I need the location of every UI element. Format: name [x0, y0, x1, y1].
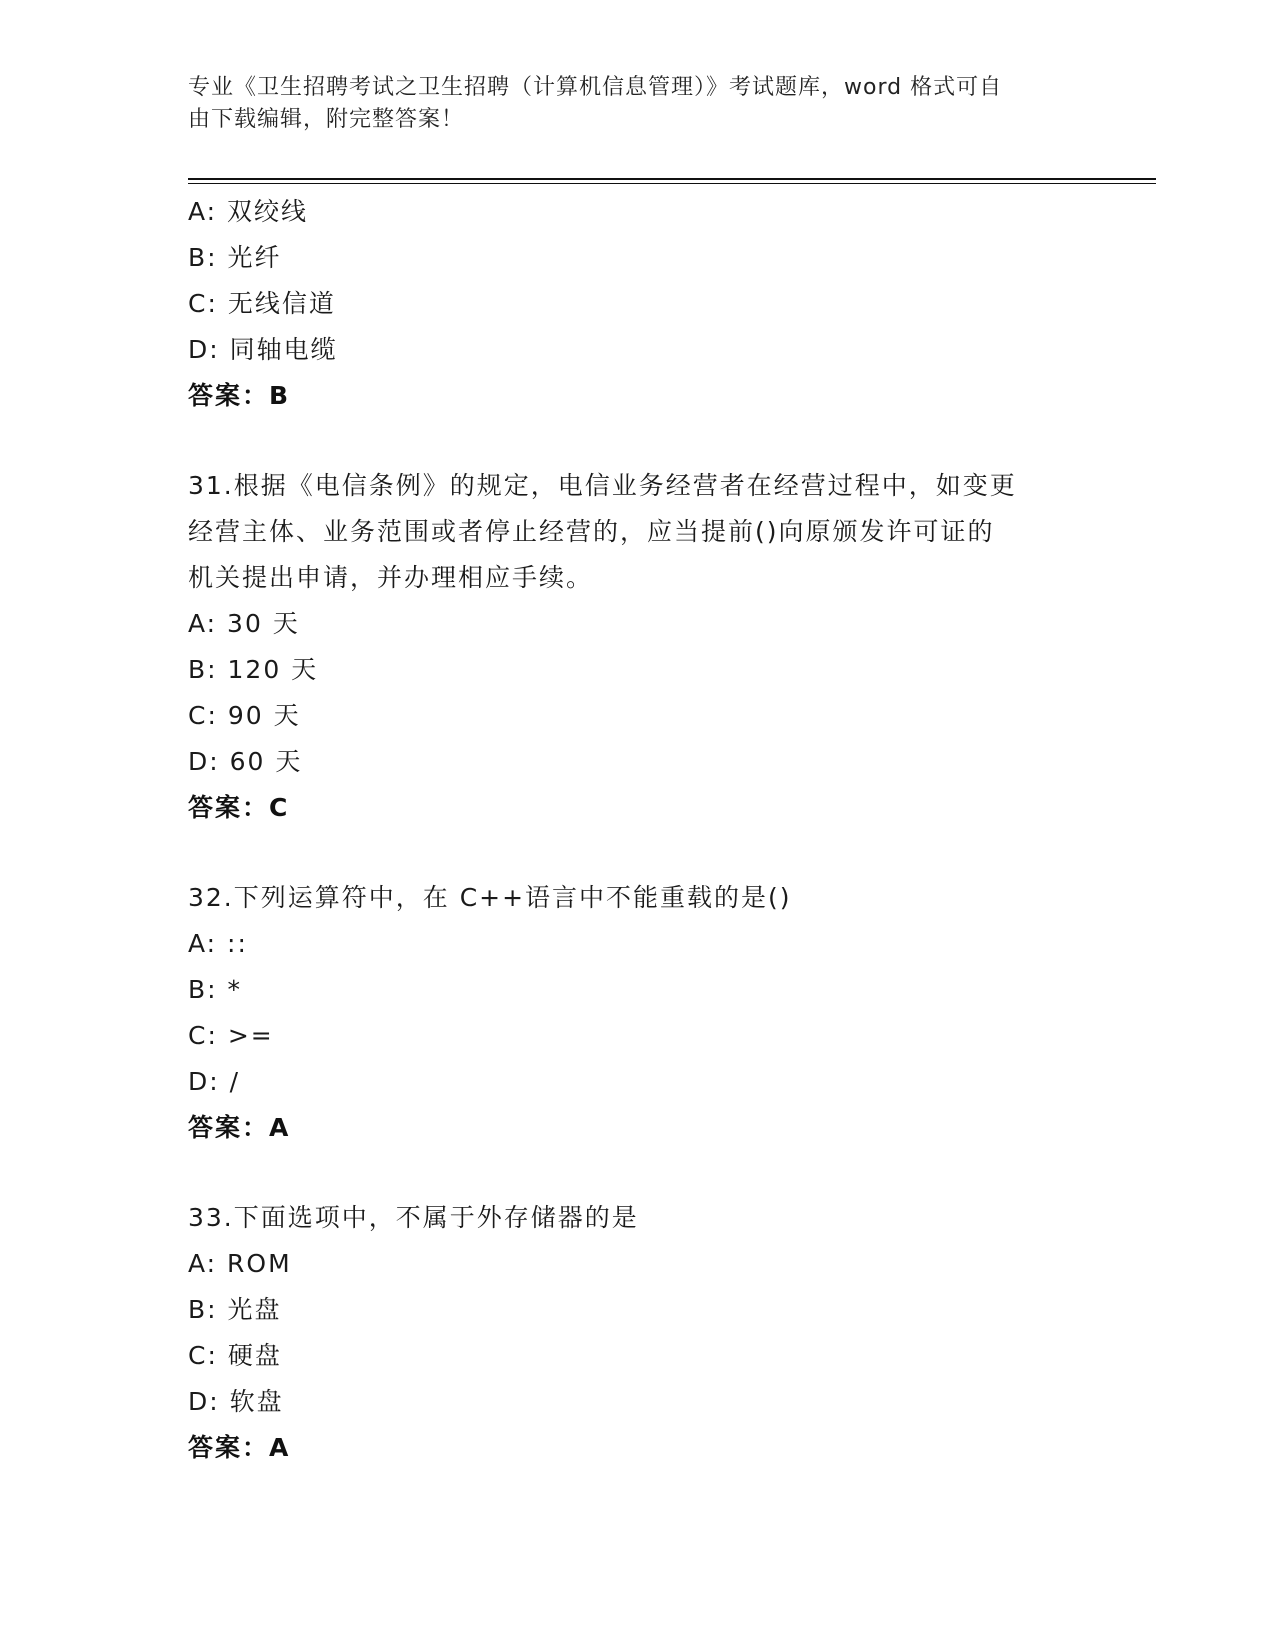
spacer [188, 831, 1088, 875]
answer-label: 答案：B [188, 381, 291, 410]
answer-label: 答案：A [188, 1113, 291, 1142]
answer-label: 答案：C [188, 793, 290, 822]
question-text-line: 机关提出申请，并办理相应手续。 [188, 563, 594, 592]
question-text-line: 31.根据《电信条例》的规定，电信业务经营者在经营过程中，如变更 [188, 471, 1017, 500]
option-c: C: >= [188, 1021, 274, 1050]
option-c: C: 硬盘 [188, 1341, 282, 1370]
option-a: A: 30 天 [188, 609, 300, 638]
header-divider-thin [188, 183, 1156, 184]
option-a: A: :: [188, 929, 248, 958]
option-c: C: 无线信道 [188, 289, 336, 318]
question-text-line: 经营主体、业务范围或者停止经营的，应当提前()向原颁发许可证的 [188, 517, 995, 546]
spacer [188, 1151, 1088, 1195]
question-33 [188, 1195, 1088, 1471]
question-text-line: 32.下列运算符中，在 C++语言中不能重载的是() [188, 883, 792, 912]
question-text-line: 33.下面选项中，不属于外存储器的是 [188, 1203, 639, 1232]
question-31 [188, 463, 1088, 831]
option-d: D: 软盘 [188, 1387, 284, 1416]
question-list [188, 189, 1088, 1471]
header-divider-thick [188, 178, 1156, 180]
option-b: B: * [188, 975, 243, 1004]
answer-label: 答案：A [188, 1433, 291, 1462]
option-b: B: 光盘 [188, 1295, 282, 1324]
option-c: C: 90 天 [188, 701, 301, 730]
option-d: D: / [188, 1067, 241, 1096]
option-a: A: 双绞线 [188, 197, 309, 226]
header-line-2: 由下载编辑，附完整答案！ [188, 107, 465, 132]
option-d: D: 60 天 [188, 747, 303, 776]
option-d: D: 同轴电缆 [188, 335, 338, 364]
option-b: B: 120 天 [188, 655, 319, 684]
question-32 [188, 875, 1088, 1151]
header-line-1: 专业《卫生招聘考试之卫生招聘（计算机信息管理）》考试题库，word 格式可自 [188, 75, 1003, 100]
question-30 [188, 189, 1088, 419]
option-b: B: 光纤 [188, 243, 282, 272]
spacer [188, 419, 1088, 463]
document-header [188, 72, 1068, 136]
option-a: A: ROM [188, 1249, 292, 1278]
